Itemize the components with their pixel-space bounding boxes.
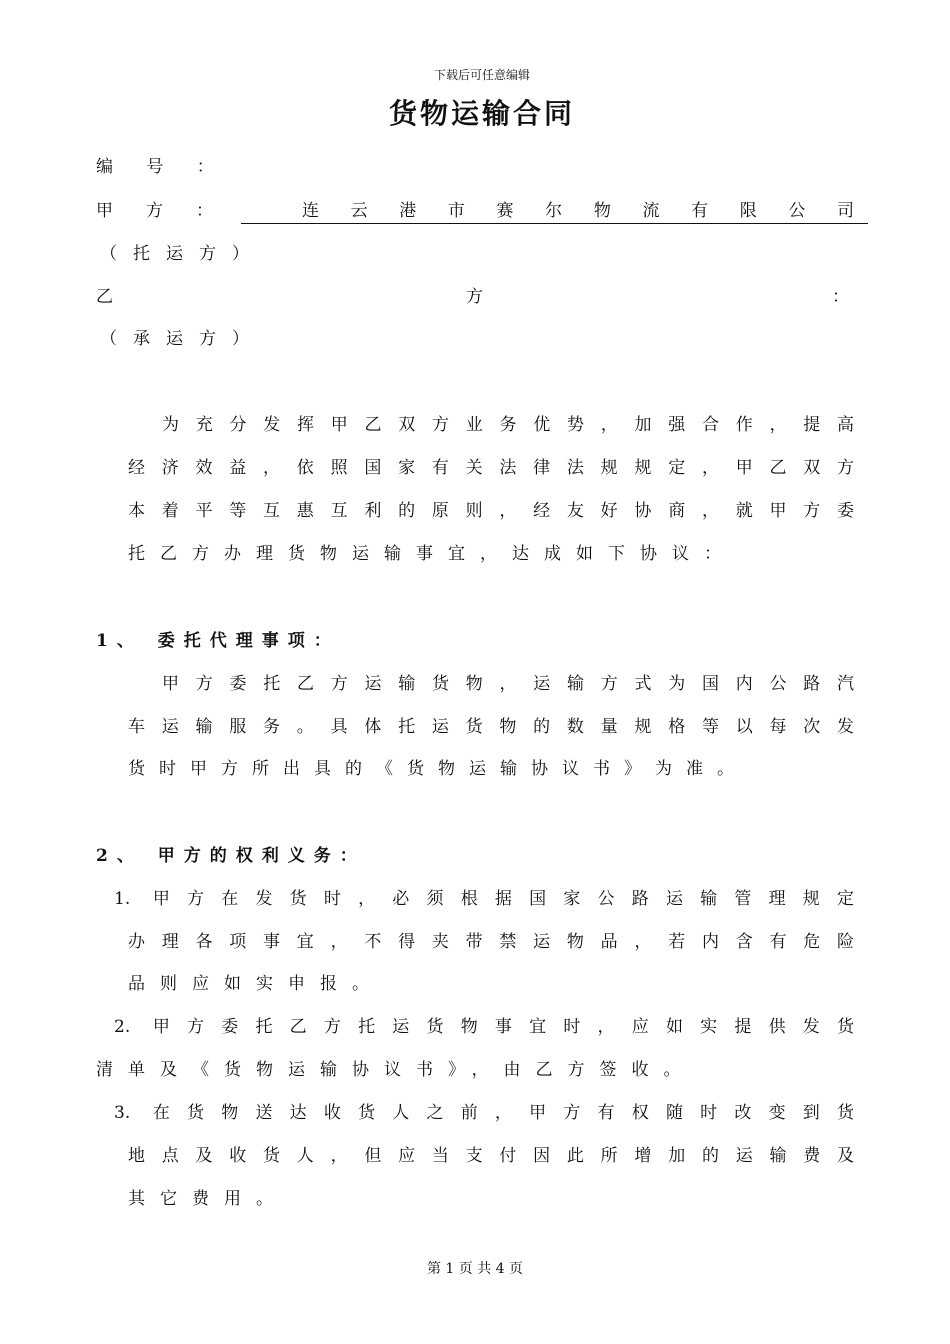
party-a-name: 连云港市赛尔物流有限公司 — [302, 201, 854, 221]
section-2-item-2-line: 清单及《货物运输协议书》，由乙方签收。 — [96, 1060, 696, 1080]
intro-line: 托乙方办理货物运输事宜，达成如下协议： — [128, 544, 736, 564]
intro-line: 本着平等互惠互利的原则，经友好协商，就甲方委 — [128, 501, 854, 521]
party-a-label: 甲 方 ： — [96, 201, 221, 221]
section-2-item-3-line: 地点及收货人，但应当支付因此所增加的运输费及 — [128, 1146, 854, 1166]
section-2-item-3-line: 3. 在货物送达收货人之前，甲方有权随时改变到货 — [114, 1103, 854, 1123]
section-1-line: 车运输服务。具体托运货物的数量规格等以每次发 — [128, 717, 854, 737]
contract-number-label: 编 号 ： — [96, 157, 228, 177]
section-1-heading: 1、 委托代理事项： — [96, 631, 340, 651]
party-b-label: 乙 — [96, 287, 113, 307]
party-b-colon: ： — [832, 287, 849, 307]
intro-line: 经济效益，依照国家有关法律法规规定，甲乙双方 — [128, 458, 854, 478]
section-1-line: 货时甲方所出具的《货物运输协议书》为准。 — [128, 759, 748, 779]
section-2-item-3-line: 其它费用。 — [128, 1189, 288, 1209]
party-b-role: （承运方） — [100, 329, 265, 349]
page-footer: 第 1 页 共 4 页 — [426, 1261, 524, 1277]
intro-line: 为充分发挥甲乙双方业务优势，加强合作，提高 — [162, 415, 854, 435]
section-1-line: 甲方委托乙方运输货物，运输方式为国内公路汽 — [162, 674, 854, 694]
section-2-item-1-line: 办理各项事宜，不得夹带禁运物品，若内含有危险 — [128, 932, 854, 952]
party-a-role: （托运方） — [100, 244, 265, 264]
party-b-label-2: 方 — [466, 287, 483, 307]
header-note: 下载后可任意编辑 — [433, 68, 530, 82]
section-2-item-2-line: 2. 甲方委托乙方托运货物事宜时，应如实提供发货 — [114, 1017, 854, 1037]
section-2-heading: 2、 甲方的权利义务： — [96, 846, 366, 866]
section-2-item-1-line: 品则应如实申报。 — [128, 974, 384, 994]
document-title: 货物运输合同 — [388, 97, 575, 130]
section-2-item-1-line: 1. 甲方在发货时，必须根据国家公路运输管理规定 — [114, 889, 854, 909]
